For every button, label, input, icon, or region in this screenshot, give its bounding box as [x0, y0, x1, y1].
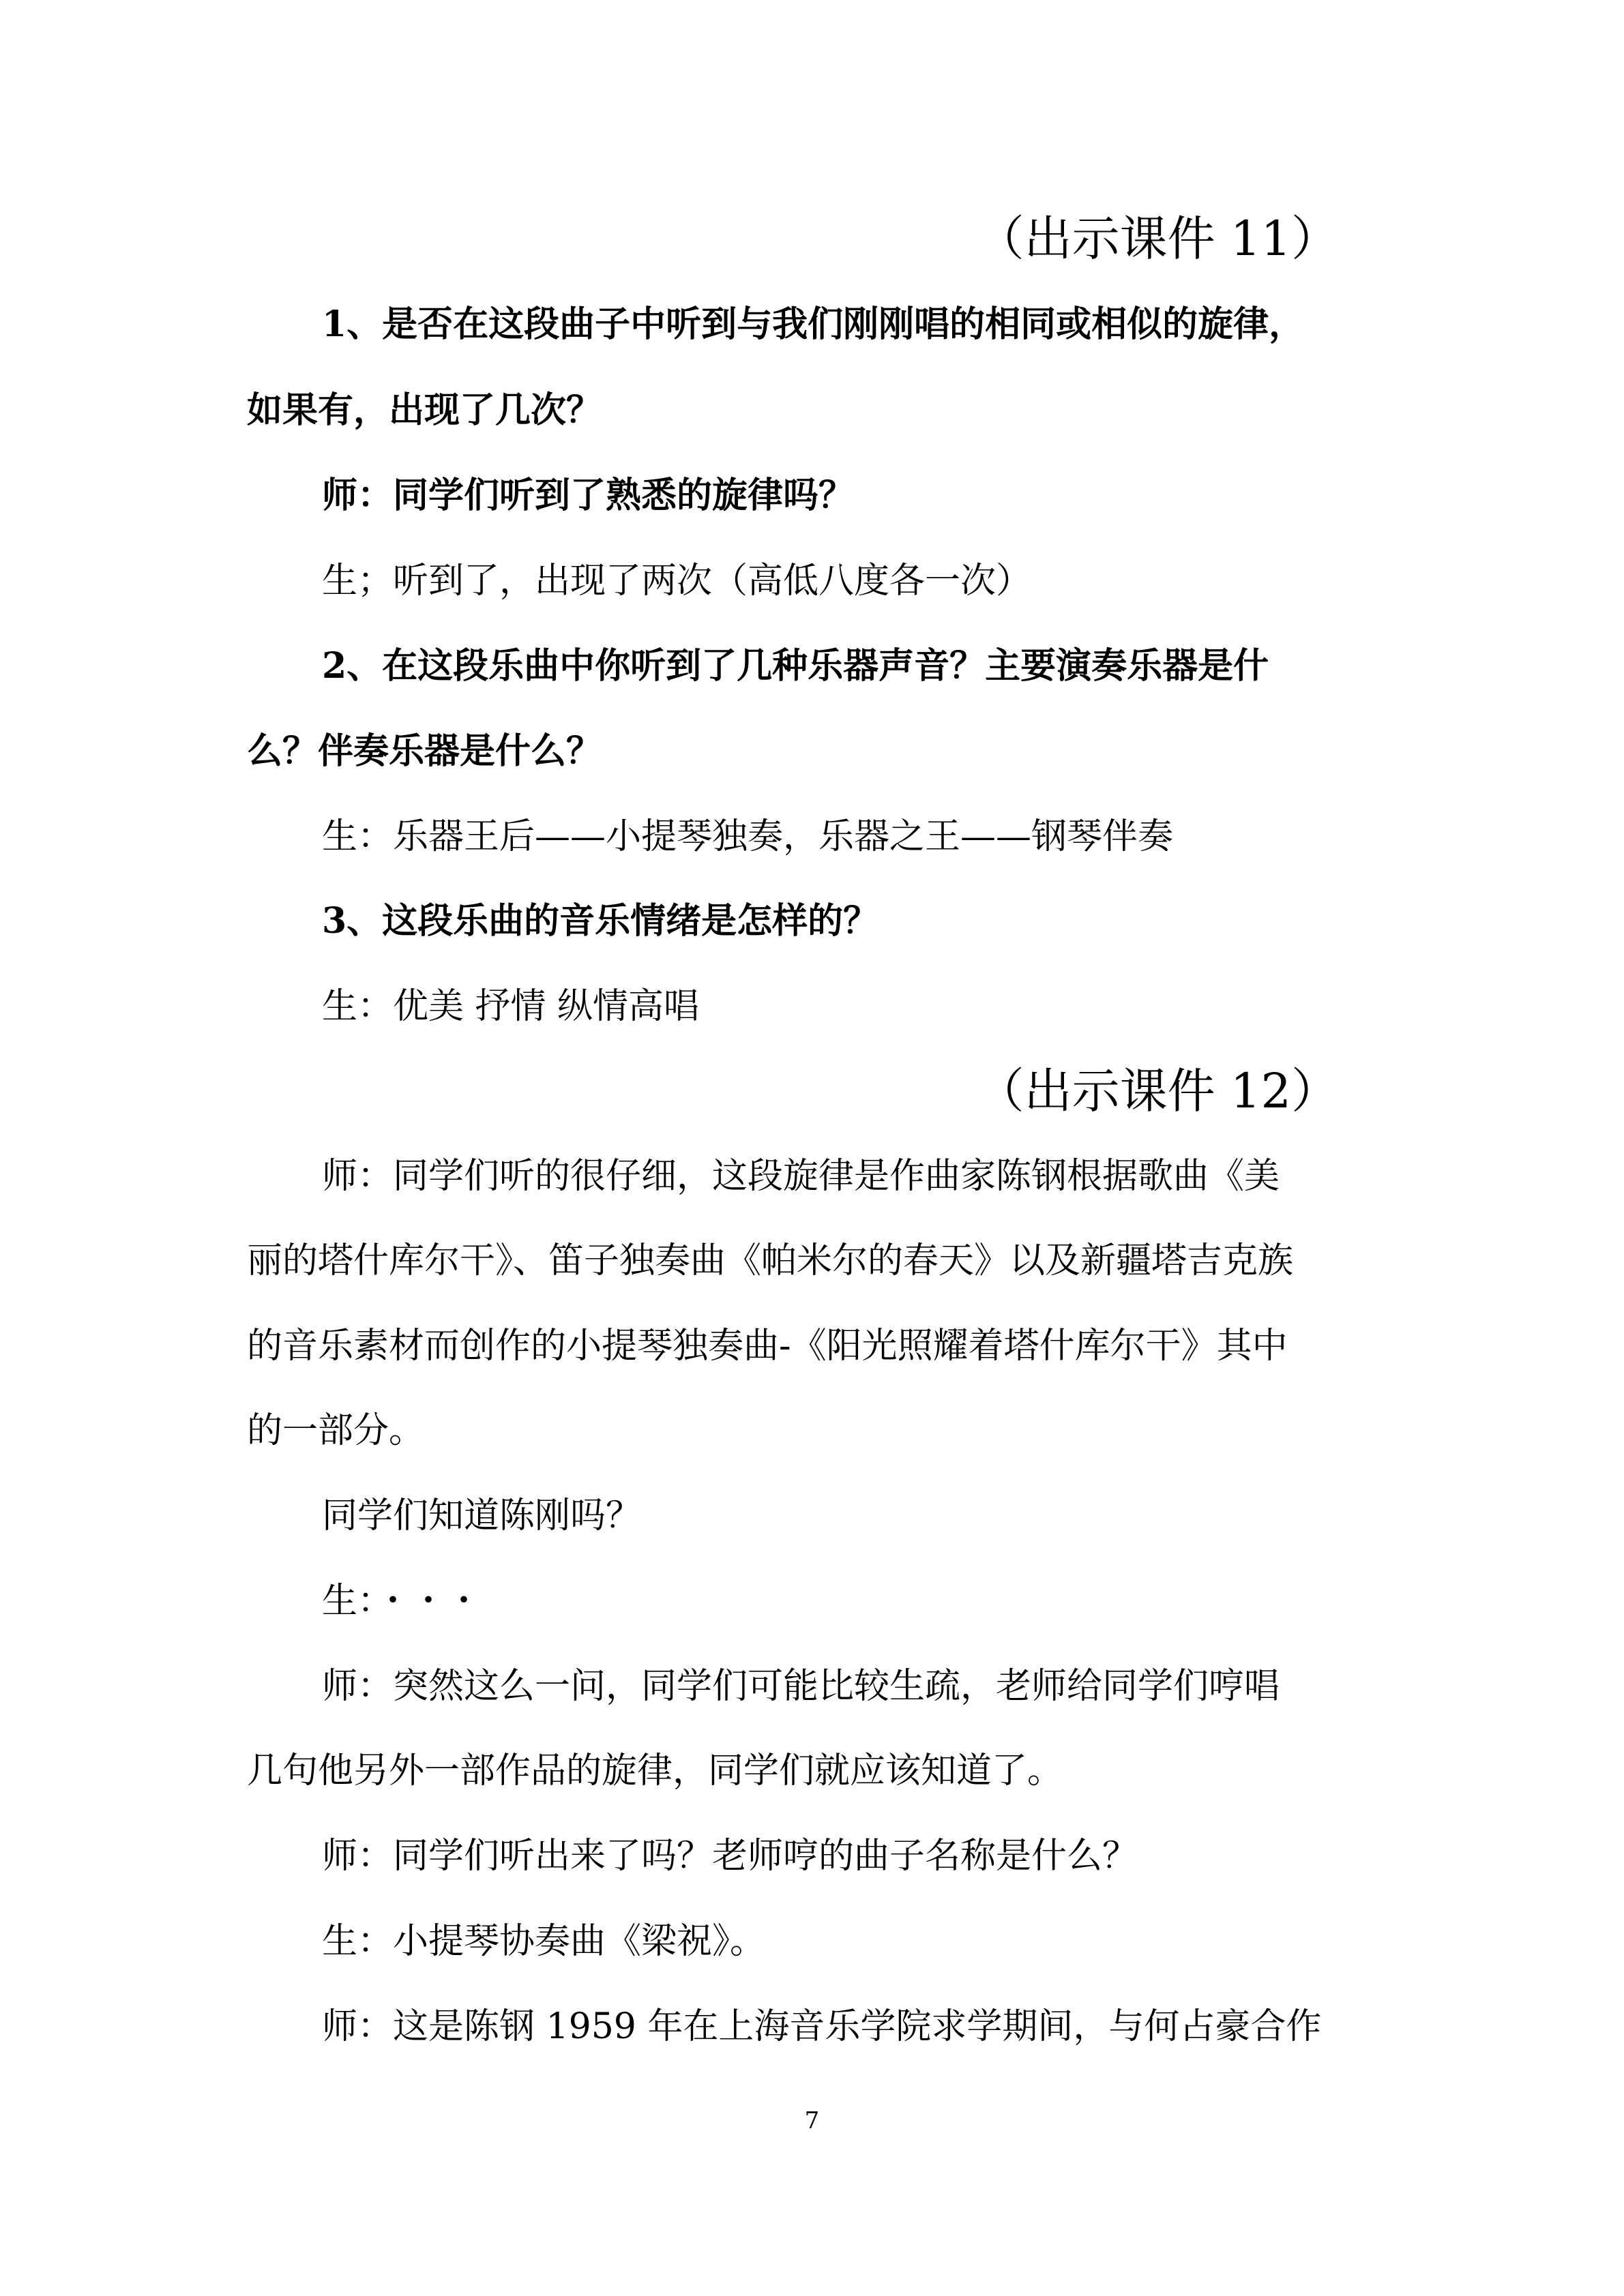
teacher-line-2: 师：同学们听出来了吗？老师哼的曲子名称是什么？ [322, 1836, 1138, 1877]
student-line-4: 生：・・・ [322, 1581, 482, 1622]
question-3: 3、这段乐曲的音乐情绪是怎样的？ [322, 900, 879, 942]
question-1-line-2: 如果有，出现了几次？ [247, 389, 602, 431]
student-line-2: 生：乐器王后——小提琴独奏，乐器之王——钢琴伴奏 [322, 816, 1174, 857]
question-2-line-2: 么？伴奏乐器是什么？ [247, 730, 602, 772]
slide-heading-12: （出示课件 12） [976, 1063, 1339, 1119]
paragraph-1-line-1: 师：同学们听的很仔细，这段旋律是作曲家陈钢根据歌曲《美 [322, 1156, 1280, 1197]
teacher-line-1: 师：同学们听到了熟悉的旋律吗？ [322, 475, 855, 516]
question-2-line-1: 2、在这段乐曲中你听到了几种乐器声音？主要演奏乐器是什 [322, 645, 1269, 687]
page-number: 7 [804, 2107, 820, 2134]
paragraph-3-line-2: 几句他另外一部作品的旋律，同学们就应该知道了。 [247, 1750, 1063, 1791]
student-line-5: 生：小提琴协奏曲《梁祝》。 [322, 1921, 766, 1962]
question-1-line-1: 1、是否在这段曲子中听到与我们刚刚唱的相同或相似的旋律， [322, 303, 1305, 345]
paragraph-2: 同学们知道陈刚吗？ [322, 1495, 642, 1536]
slide-heading-11: （出示课件 11） [976, 211, 1339, 267]
paragraph-1-line-3: 的音乐素材而创作的小提琴独奏曲-《阳光照耀着塔什库尔干》其中 [247, 1326, 1288, 1367]
paragraph-1-line-2: 丽的塔什库尔干》、笛子独奏曲《帕米尔的春天》以及新疆塔吉克族 [247, 1240, 1294, 1281]
student-line-3: 生：优美 抒情 纵情高唱 [322, 986, 700, 1027]
paragraph-1-line-4: 的一部分。 [247, 1410, 425, 1451]
paragraph-3-line-1: 师：突然这么一问，同学们可能比较生疏，老师给同学们哼唱 [322, 1666, 1280, 1707]
paragraph-4-line-1: 师：这是陈钢 1959 年在上海音乐学院求学期间，与何占豪合作 [322, 2006, 1322, 2047]
student-line-1: 生；听到了，出现了两次（高低八度各一次） [322, 561, 1032, 601]
